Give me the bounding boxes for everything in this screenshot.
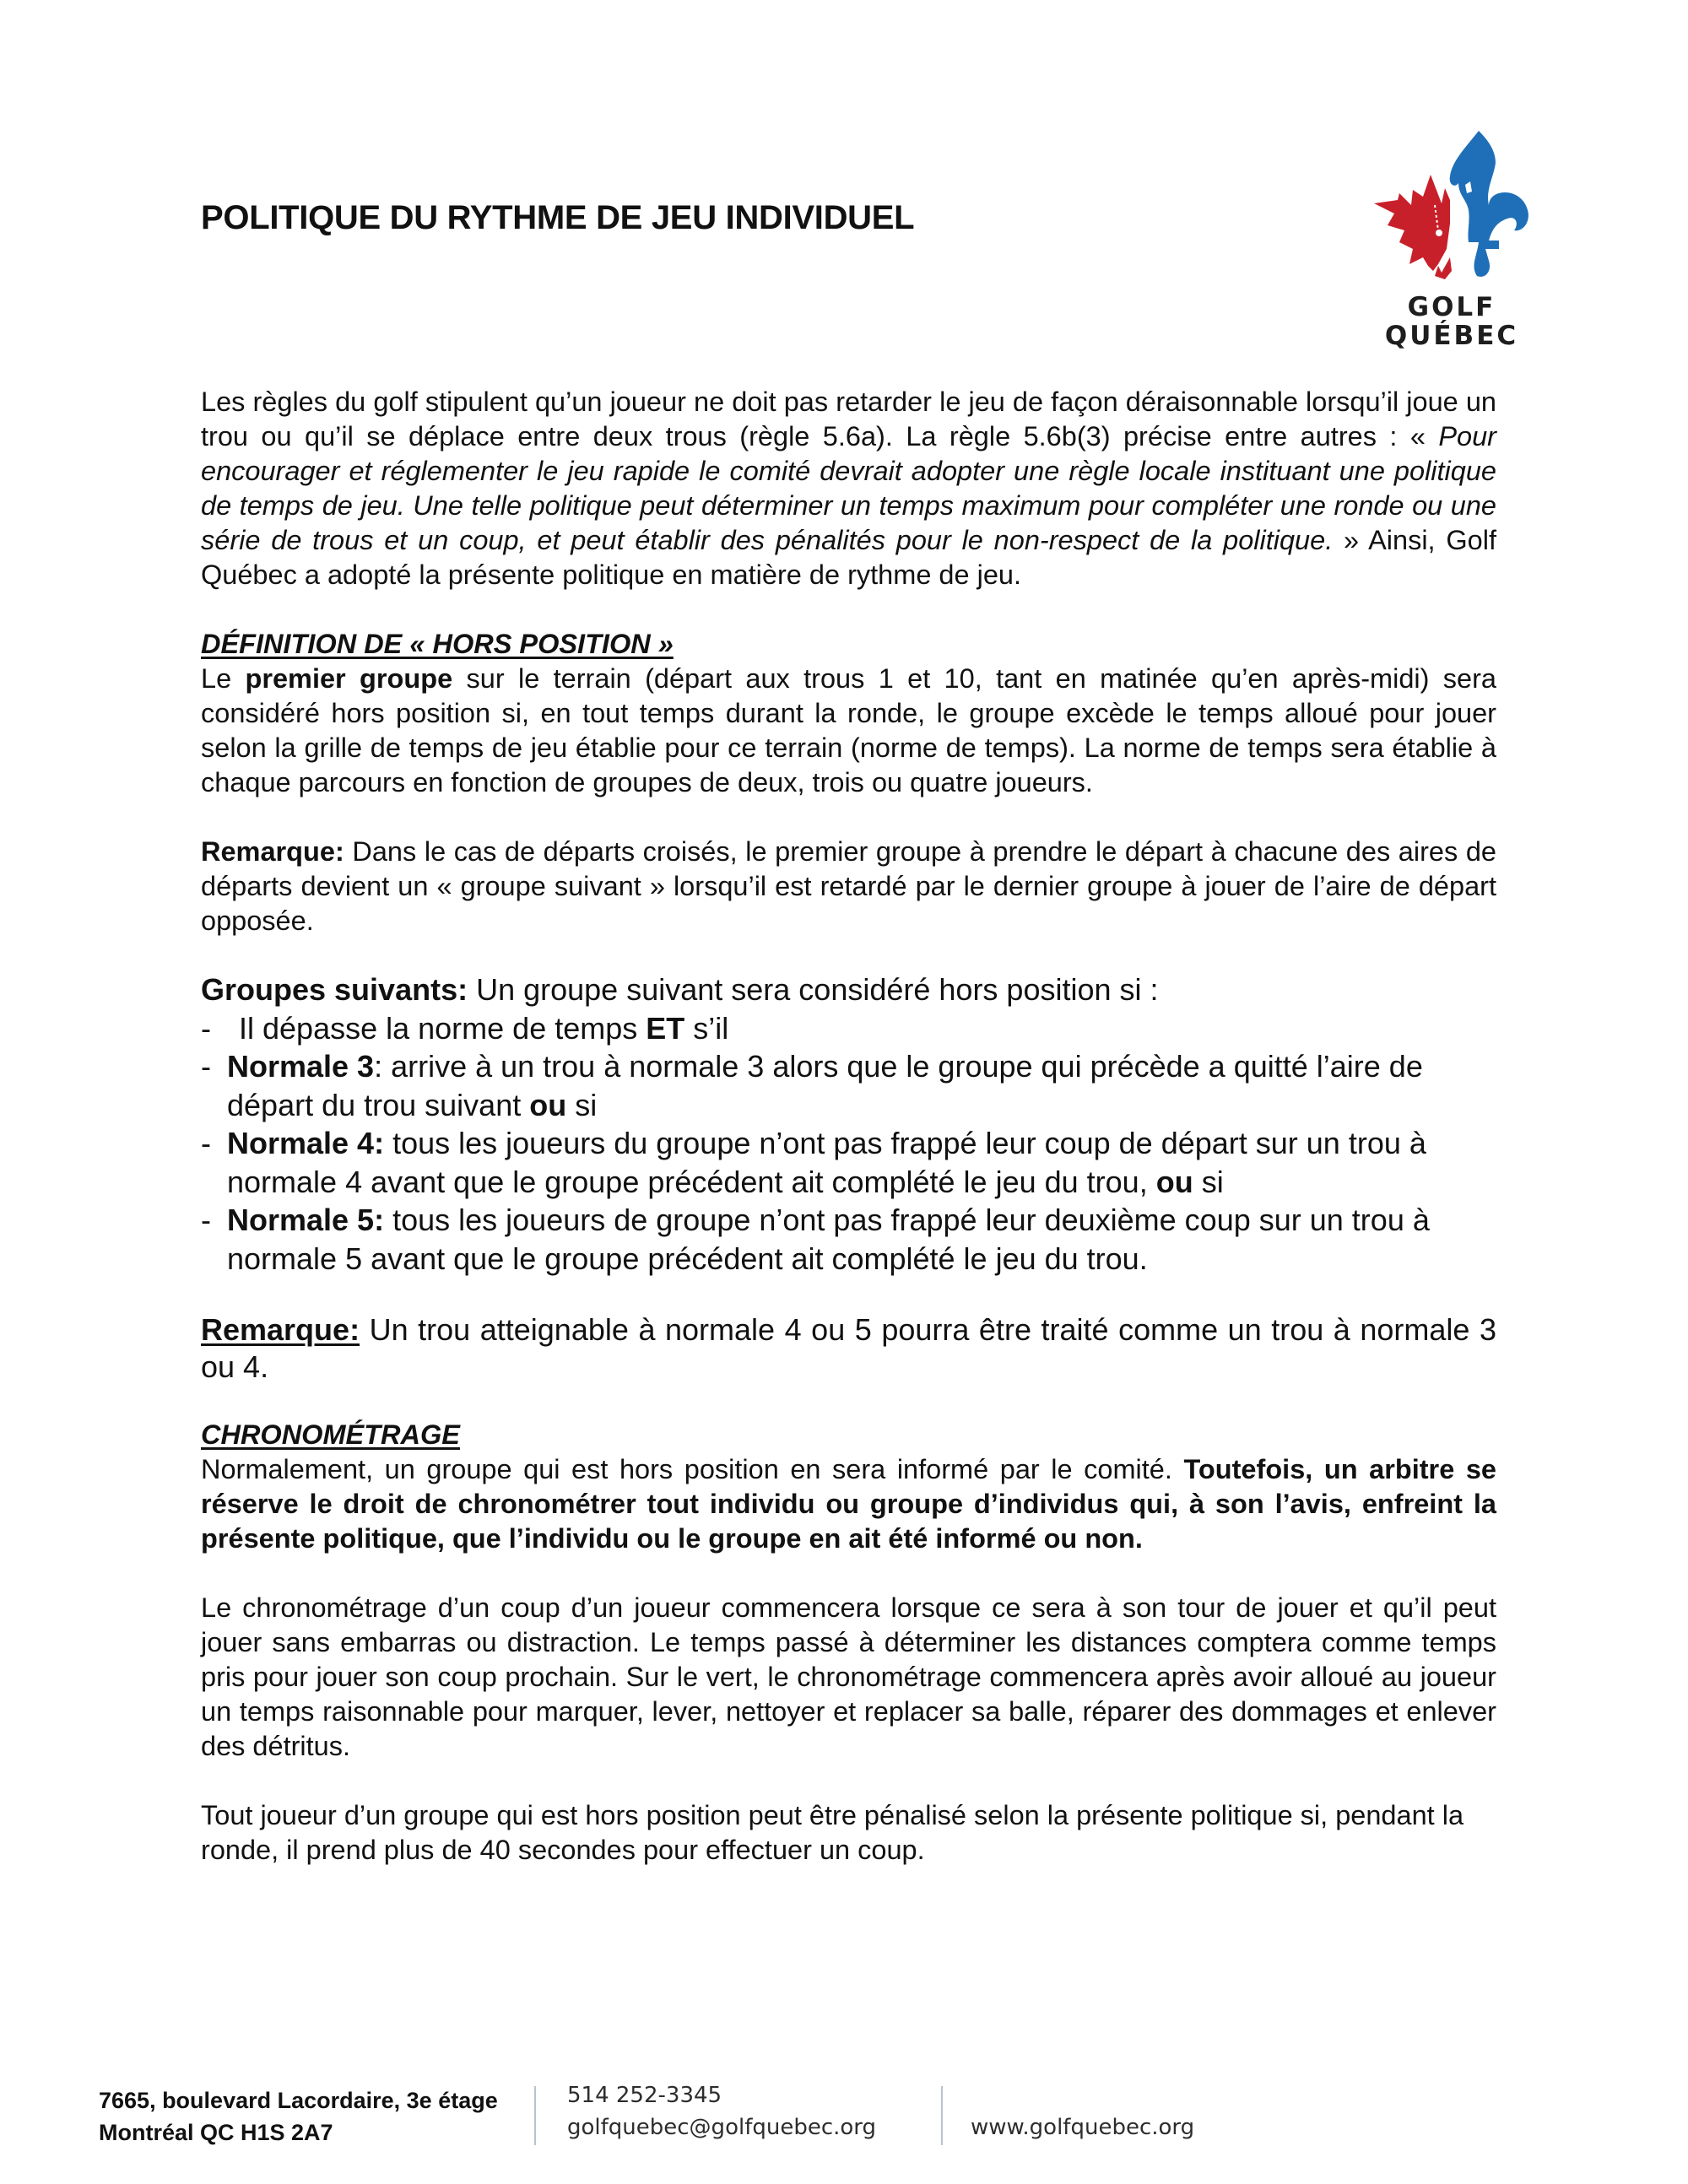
definition-text-post: sur le terrain (départ aux trous 1 et 10, tant en matinée qu’en après-midi) sera considéré hors position si, en tout temps durant la ronde, le groupe excède le temps alloué pour jouer selon la grille de temps de jeu établie pour ce terrain (norme de temps). La norme de temps sera établie à chaque parcours en fonction de groupes de deux, trois ou quatre joueurs.	[201, 663, 1496, 797]
list-item	[201, 1009, 1496, 1048]
timing-text: Normalement, un groupe qui est hors position en sera informé par le comité.	[201, 1454, 1184, 1484]
definition-text-pre: Le	[201, 663, 246, 694]
dash-bullet: -	[201, 1049, 211, 1084]
footer-divider	[941, 2086, 943, 2145]
first-group-term: premier groupe	[245, 663, 453, 694]
address-line-1: 7665, boulevard Lacordaire, 3e étage	[99, 2088, 498, 2113]
logo-text-quebec: QUÉBEC	[1384, 321, 1519, 351]
golf-quebec-logo	[1350, 122, 1553, 359]
following-groups-section	[201, 970, 1496, 1278]
logo-text-golf: GOLF	[1407, 292, 1496, 322]
dash-bullet: -	[201, 1010, 211, 1046]
list-item-label: Normale 3	[227, 1049, 375, 1084]
footer-divider	[534, 2086, 536, 2145]
following-groups-intro	[201, 970, 1496, 1009]
timing-paragraph-3: Tout joueur d’un groupe qui est hors position peut être pénalisé selon la présente politique si, pendant la ronde, il prend plus de 40 secondes pour effectuer un coup.	[201, 1800, 1464, 1865]
footer	[99, 2084, 1280, 2160]
list-item-text-end: s’il	[684, 1010, 729, 1046]
intro-text-start: Les règles du golf stipulent qu’un joueur ne doit pas retarder le jeu de façon déraisonnable lorsqu’il joue un trou ou qu’il se déplace entre deux trous (règle 5.6a). La règle 5.6b(3) précise entre autres : «	[201, 387, 1496, 451]
remark-label-underlined: Remarque:	[201, 1312, 360, 1347]
intro-text-end: » Ainsi, Golf Québec a adopté la présente politique en matière de rythme de jeu.	[201, 525, 1496, 590]
footer-address	[99, 2084, 498, 2149]
list-item-text: tous les joueurs de groupe n’ont pas frappé leur deuxième coup sur un trou à normale 5 avant que le groupe précédent ait complété le jeu du trou.	[227, 1203, 1430, 1276]
page-title: POLITIQUE DU RYTHME DE JEU INDIVIDUEL	[201, 199, 915, 236]
definition-paragraph	[201, 662, 1496, 800]
dash-bullet: -	[201, 1203, 211, 1237]
list-item-emphasis: ou	[1155, 1164, 1193, 1199]
email-link[interactable]: golfquebec@golfquebec.org	[567, 2115, 877, 2140]
remark-text: Un trou atteignable à normale 4 ou 5 pourra être traité comme un trou à normale 3 ou 4.	[201, 1312, 1496, 1384]
phone-number: 514 252-3345	[567, 2083, 722, 2108]
timing-bold-text: Toutefois, un arbitre se réserve le droit de chronométrer tout individu ou groupe d’individus qui, à son l’avis, enfreint la présente politique, que l’individu ou le groupe en ait été informé ou non.	[201, 1454, 1496, 1554]
list-item	[201, 1047, 1496, 1124]
list-item-text: : arrive à un trou à normale 3 alors que le groupe qui précède a quitté l’aire de départ du trou suivant	[227, 1049, 1423, 1122]
timing-paragraph-1	[201, 1452, 1496, 1556]
following-groups-text: Un groupe suivant sera considéré hors position si :	[468, 972, 1159, 1007]
website-link[interactable]: www.golfquebec.org	[971, 2115, 1195, 2140]
dash-bullet: -	[201, 1126, 211, 1160]
timing-paragraph-2: Le chronométrage d’un coup d’un joueur commencera lorsque ce sera à son tour de jouer et qu’il peut jouer sans embarras ou distraction. Le temps passé à déterminer les distances comptera comme temps pris pour jouer son coup prochain. Sur le vert, le chronométrage commencera après avoir alloué au joueur un temps raisonnable pour marquer, lever, nettoyer et replacer sa balle, réparer des dommages et enlever des détritus.	[201, 1592, 1496, 1761]
section-heading-timing: CHRONOMÉTRAGE	[201, 1419, 460, 1450]
footer-contact	[567, 2079, 876, 2143]
intro-paragraph	[201, 385, 1496, 592]
following-groups-label: Groupes suivants:	[201, 972, 468, 1007]
rule-quote: Pour encourager et réglementer le jeu rapide le comité devrait adopter une règle locale instituant une politique de temps de jeu. Une telle politique peut déterminer un temps maximum pour compléter une ronde ou une série de trous et un coup, et peut établir des pénalités pour le non-respect de la politique.	[201, 421, 1496, 555]
list-item-text: tous les joueurs du groupe n’ont pas frappé leur coup de départ sur un trou à normale 4 avant que le groupe précédent ait complété le jeu du trou,	[227, 1126, 1426, 1199]
list-item-text-end: si	[566, 1087, 598, 1122]
remark-text: Dans le cas de départs croisés, le premier groupe à prendre le départ à chacune des aires de départs devient un « groupe suivant » lorsqu’il est retardé par le dernier groupe à jouer de l’aire de départ opposée.	[201, 836, 1496, 936]
list-item-text: Il dépasse la norme de temps	[239, 1010, 647, 1046]
remark-label: Remarque:	[201, 836, 344, 867]
list-item-emphasis: ou	[529, 1087, 567, 1122]
list-item	[201, 1124, 1496, 1201]
remark-crossover-paragraph	[201, 835, 1496, 938]
list-item-label: Normale 5:	[227, 1203, 385, 1237]
list-item-text-end: si	[1193, 1164, 1224, 1199]
list-item	[201, 1201, 1496, 1278]
list-item-emphasis: ET	[646, 1010, 685, 1046]
fleur-de-lis-maple-icon	[1350, 122, 1553, 300]
document-body	[201, 385, 1496, 1868]
list-item-label: Normale 4:	[227, 1126, 385, 1160]
remark-reachable-hole-paragraph	[201, 1311, 1496, 1386]
section-heading-definition: DÉFINITION DE « HORS POSITION »	[201, 629, 674, 659]
address-line-2: Montréal QC H1S 2A7	[99, 2120, 333, 2145]
